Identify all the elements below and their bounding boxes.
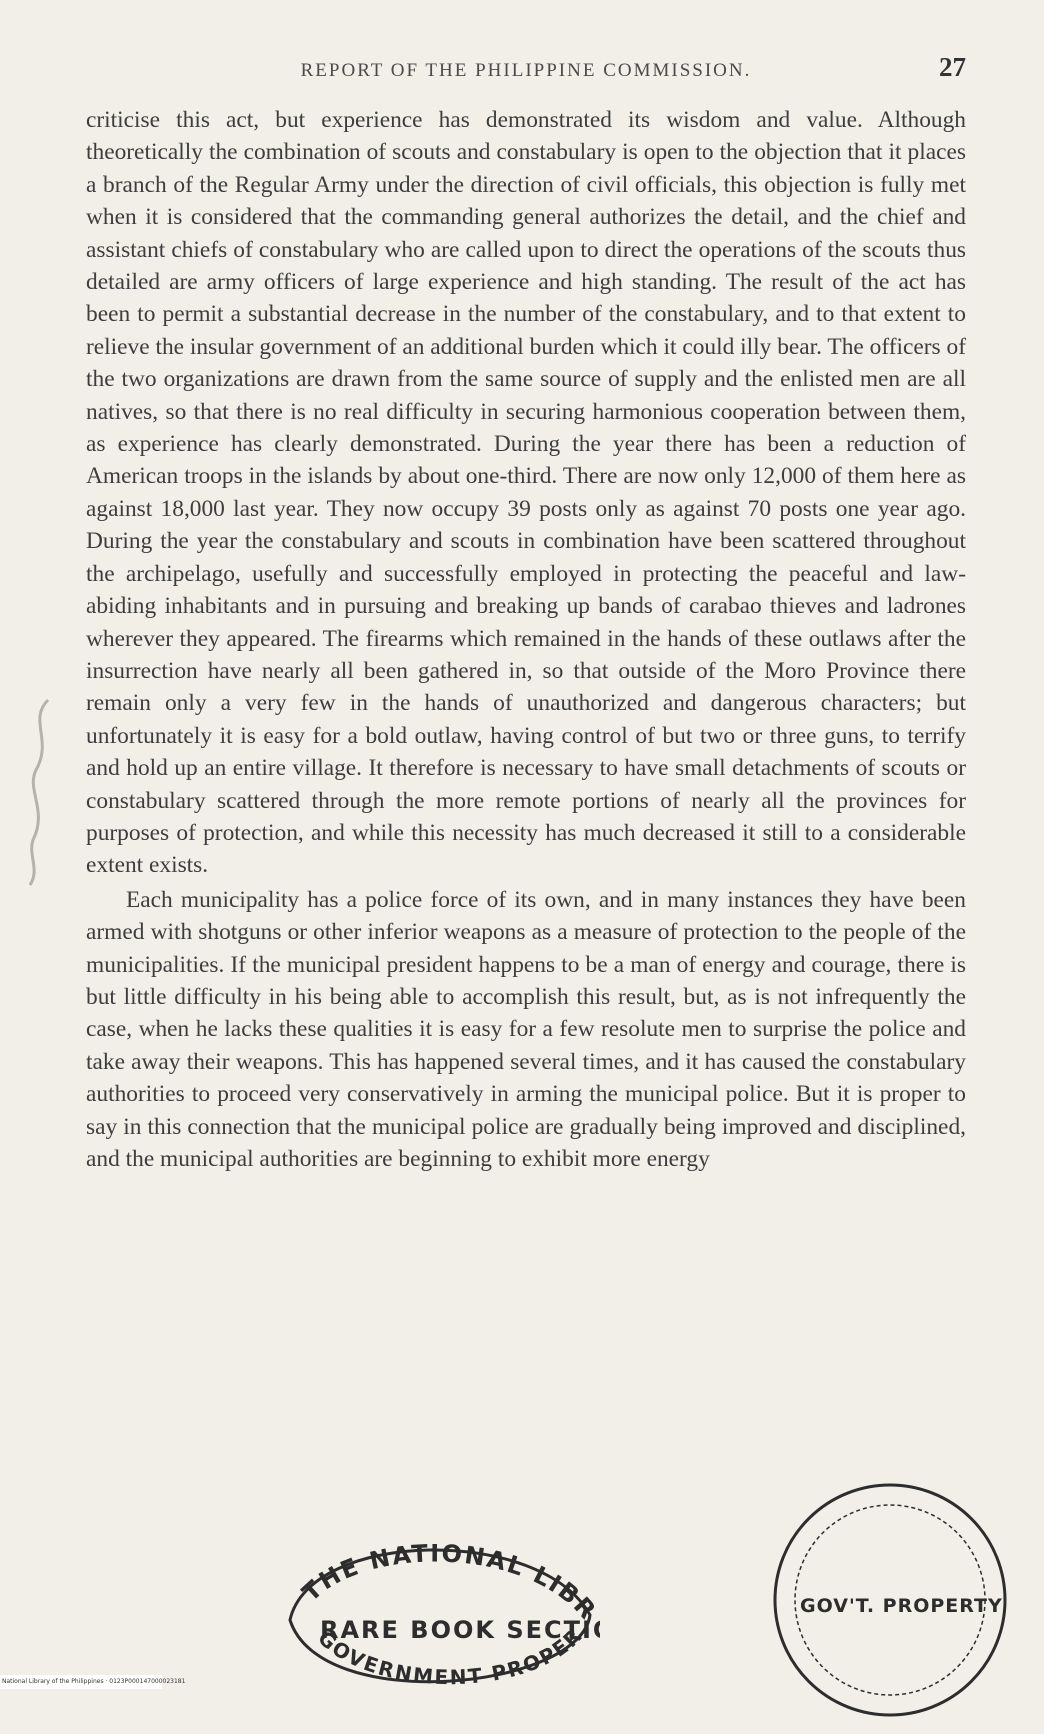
margin-pencil-mark: [18, 690, 58, 890]
paragraph-2: Each municipality has a police force of its own, and in many instances they have been armed with shotguns or other inferior weapons as a measure of protection to the people of the municipalities. If the municipal president happens to be a man of energy and courage, there is but little difficulty in his being able to accomplish this result, but, as is not infrequently the case, when he lacks these qualities it is easy for a few resolute men to surprise the police and take away their weapons. This has happened several times, and it has caused the constabulary authorities to proceed very conservatively in arming the municipal police. But it is proper to say in this connection that the municipal police are gradually being improved and disciplined, and the municipal authorities are beginning to exhibit more energy: [86, 886, 966, 1172]
paragraph-1: criticise this act, but experience has demonstrated its wisdom and value. Although theoretically the combination of scouts and constabulary is open to the objection that it places a branch of the Regular Army under the direction of civil officials, this objection is fully met when it is considered that the commanding general authorizes the detail, and the chief and assistant chiefs of constabulary who are called upon to direct the operations of the scouts thus detailed are army officers of large experience and high standing. The result of the act has been to permit a substantial decrease in the number of the constabulary, and to that extent to relieve the insular government of an additional burden which it could illy bear. The officers of the two organizations are drawn from the same source of supply and the enlisted men are all natives, so that there is no real difficulty in securing harmonious cooperation between them, as experience has clearly demonstrated. During the year there has been a reduction of American troops in the islands by about one-third. There are now only 12,000 of them here as against 18,000 last year. They now occupy 39 posts only as against 70 posts one year ago. During the year the constabulary and scouts in combination have been scattered throughout the archipelago, usefully and successfully employed in protecting the peaceful and law-abiding inhabitants and in pursuing and breaking up bands of carabao thieves and ladrones wherever they appeared. The firearms which remained in the hands of these outlaws after the insurrection have nearly all been gathered in, so that outside of the Moro Province there remain only a very few in the hands of unauthorized and dangerous characters; but unfortunately it is easy for a bold outlaw, having control of but two or three guns, to terrify and hold up an entire village. It therefore is necessary to have small detachments of scouts or constabulary scattered through the more remote portions of nearly all the provinces for purposes of protection, and while this necessity has much decreased it still to a considerable extent exists.: [86, 107, 966, 879]
circle-stamp: [760, 1470, 1020, 1730]
footer-credit: National Library of the Philippines · 0123P000147000023181: [0, 1675, 162, 1689]
circle-stamp-text: GOV'T. PROPERTY: [800, 1595, 1003, 1617]
running-title: REPORT OF THE PHILIPPINE COMMISSION.: [300, 60, 752, 81]
stamp-top-text: THE NATIONAL LIBR: [296, 1539, 600, 1626]
library-stamp: [280, 1530, 600, 1700]
page-number: 27: [939, 52, 966, 82]
stamp-bottom-text: GOVERNMENT PROPER: [313, 1623, 587, 1690]
body-text: [86, 104, 966, 1175]
page-header: [86, 52, 966, 92]
svg-text:THE NATIONAL LIBRARY: [280, 1530, 600, 1626]
stamp-middle-text: RARE BOOK SECTI: [320, 1616, 593, 1644]
